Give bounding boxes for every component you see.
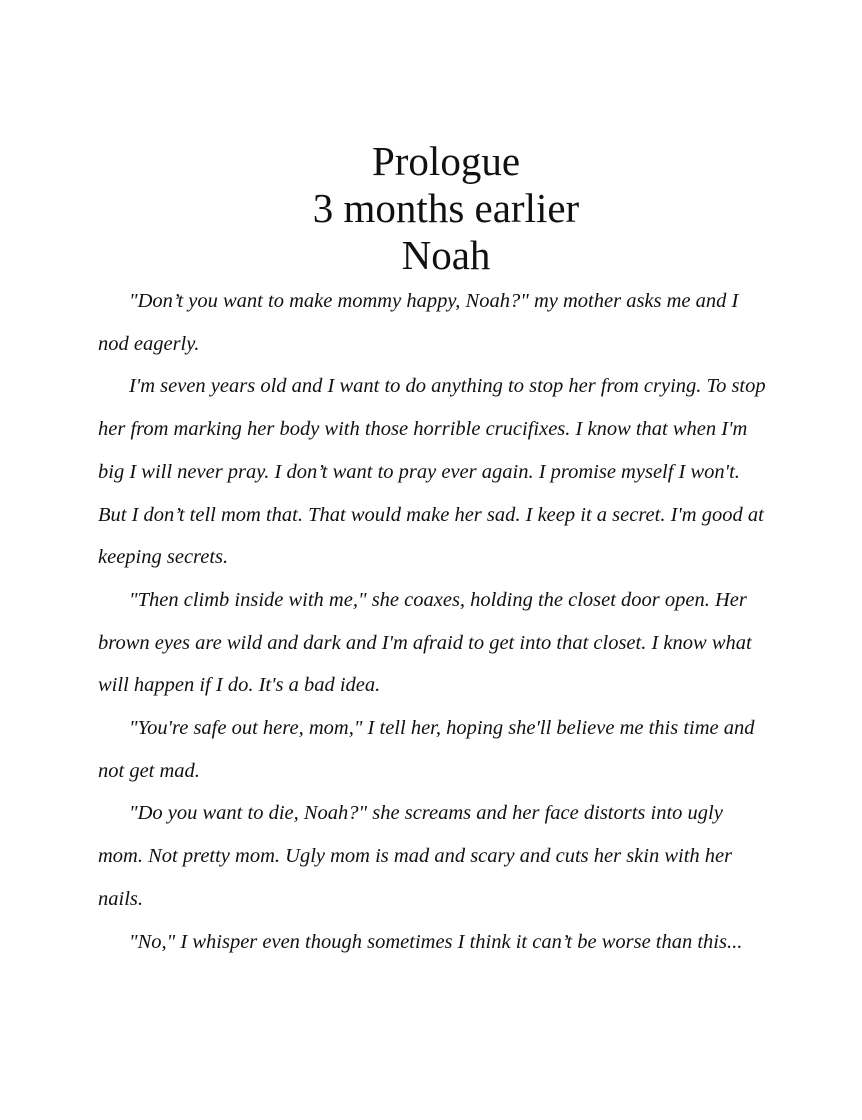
paragraph: "You're safe out here, mom," I tell her, hoping she'll believe me this time and not get mad. [98,717,755,782]
paragraph: "Do you want to die, Noah?" she screams and her face distorts into ugly mom. Not pretty mom. Ugly mom is mad and scary and cuts her skin with her nails. [98,802,733,910]
paragraph: "No," I whisper even though sometimes I think it can’t be worse than this... [129,930,743,953]
chapter-title: Prologue [371,138,521,184]
chapter-narrator: Noah [401,232,491,278]
chapter-heading [0,138,862,279]
paragraph: "Then climb inside with me," she coaxes, holding the closet door open. Her brown eyes are wild and dark and I'm afraid to get into that closet. I know what will happen if I do. It's a bad idea. [98,588,752,697]
paragraph: "Don’t you want to make mommy happy, Noah?" my mother asks me and I nod eagerly. [98,290,739,355]
chapter-subtitle: 3 months earlier [312,185,580,231]
chapter-body [98,280,768,963]
paragraph: I'm seven years old and I want to do anything to stop her from crying. To stop her from marking her body with those horrible crucifixes. I know that when I'm big I will never pray. I don’t want to pray ever again. I promise myself I won't. But I don’t tell mom that. That would make her sad. I keep it a secret. I'm good at keeping secrets. [98,375,766,569]
